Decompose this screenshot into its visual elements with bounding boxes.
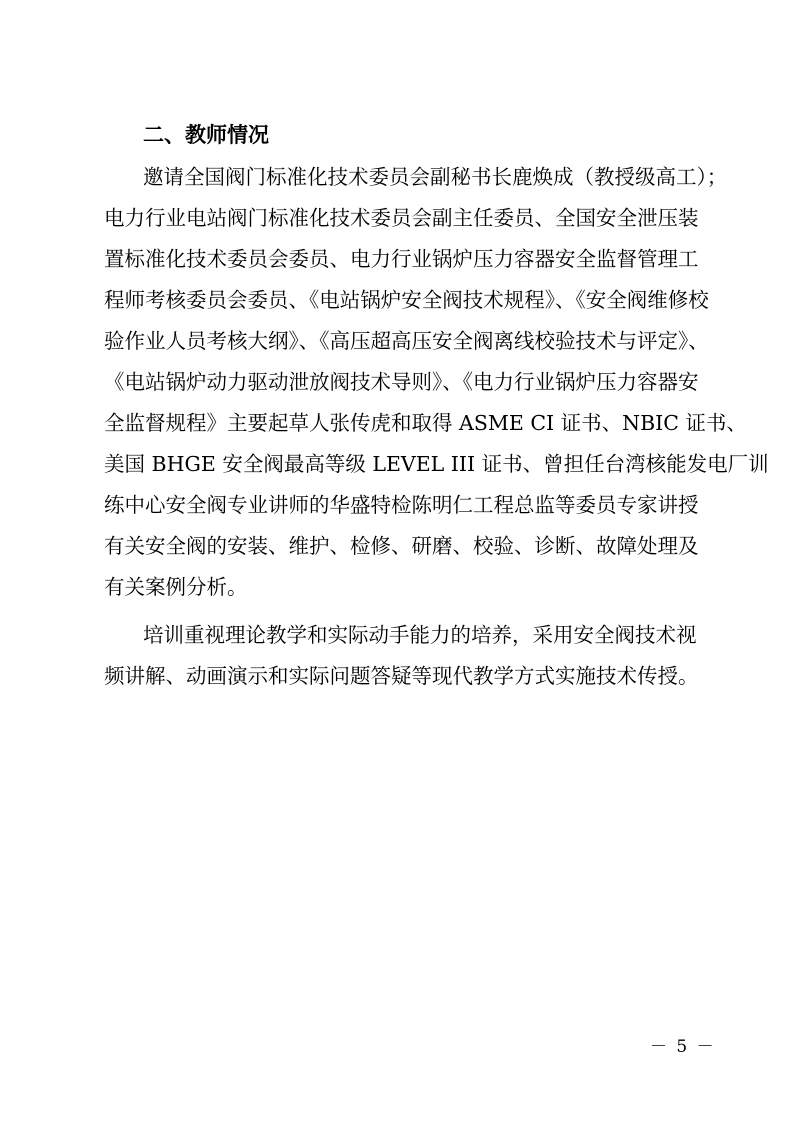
paragraph2-line: 频讲解、动画演示和实际问题答疑等现代教学方式实施技术传授。 bbox=[104, 664, 699, 688]
paragraph1-line: 有关安全阀的安装、维护、检修、研磨、校验、诊断、故障处理及 bbox=[104, 534, 699, 558]
paragraph1-line: 程师考核委员会委员、《电站锅炉安全阀技术规程》、《安全阀维修校 bbox=[104, 288, 709, 312]
paragraph1-line: 美国 BHGE 安全阀最高等级 LEVEL III 证书、曾担任台湾核能发电厂训 bbox=[104, 452, 769, 476]
section-heading: 二、教师情况 bbox=[143, 123, 269, 147]
paragraph1-line: 邀请全国阀门标准化技术委员会副秘书长鹿焕成（教授级高工）； bbox=[143, 165, 728, 189]
paragraph1-line: 练中心安全阀专业讲师的华盛特检陈明仁工程总监等委员专家讲授 bbox=[104, 493, 699, 517]
page-number: － 5 － bbox=[650, 1037, 716, 1057]
paragraph1-line: 验作业人员考核大纲》、《高压超高压安全阀离线校验技术与评定》、 bbox=[104, 329, 709, 353]
paragraph1-line: 有关案例分析。 bbox=[104, 575, 248, 599]
paragraph2-line: 培训重视理论教学和实际动手能力的培养，采用安全阀技术视 bbox=[143, 623, 697, 647]
paragraph1-line: 全监督规程》主要起草人张传虎和取得 ASME CI 证书、NBIC 证书、 bbox=[104, 411, 747, 435]
paragraph1-line: 置标准化技术委员会委员、电力行业锅炉压力容器安全监督管理工 bbox=[104, 247, 699, 271]
paragraph1-line: 电力行业电站阀门标准化技术委员会副主任委员、全国安全泄压装 bbox=[104, 206, 699, 230]
paragraph1-line: 《电站锅炉动力驱动泄放阀技术导则》、《电力行业锅炉压力容器安 bbox=[104, 370, 699, 394]
